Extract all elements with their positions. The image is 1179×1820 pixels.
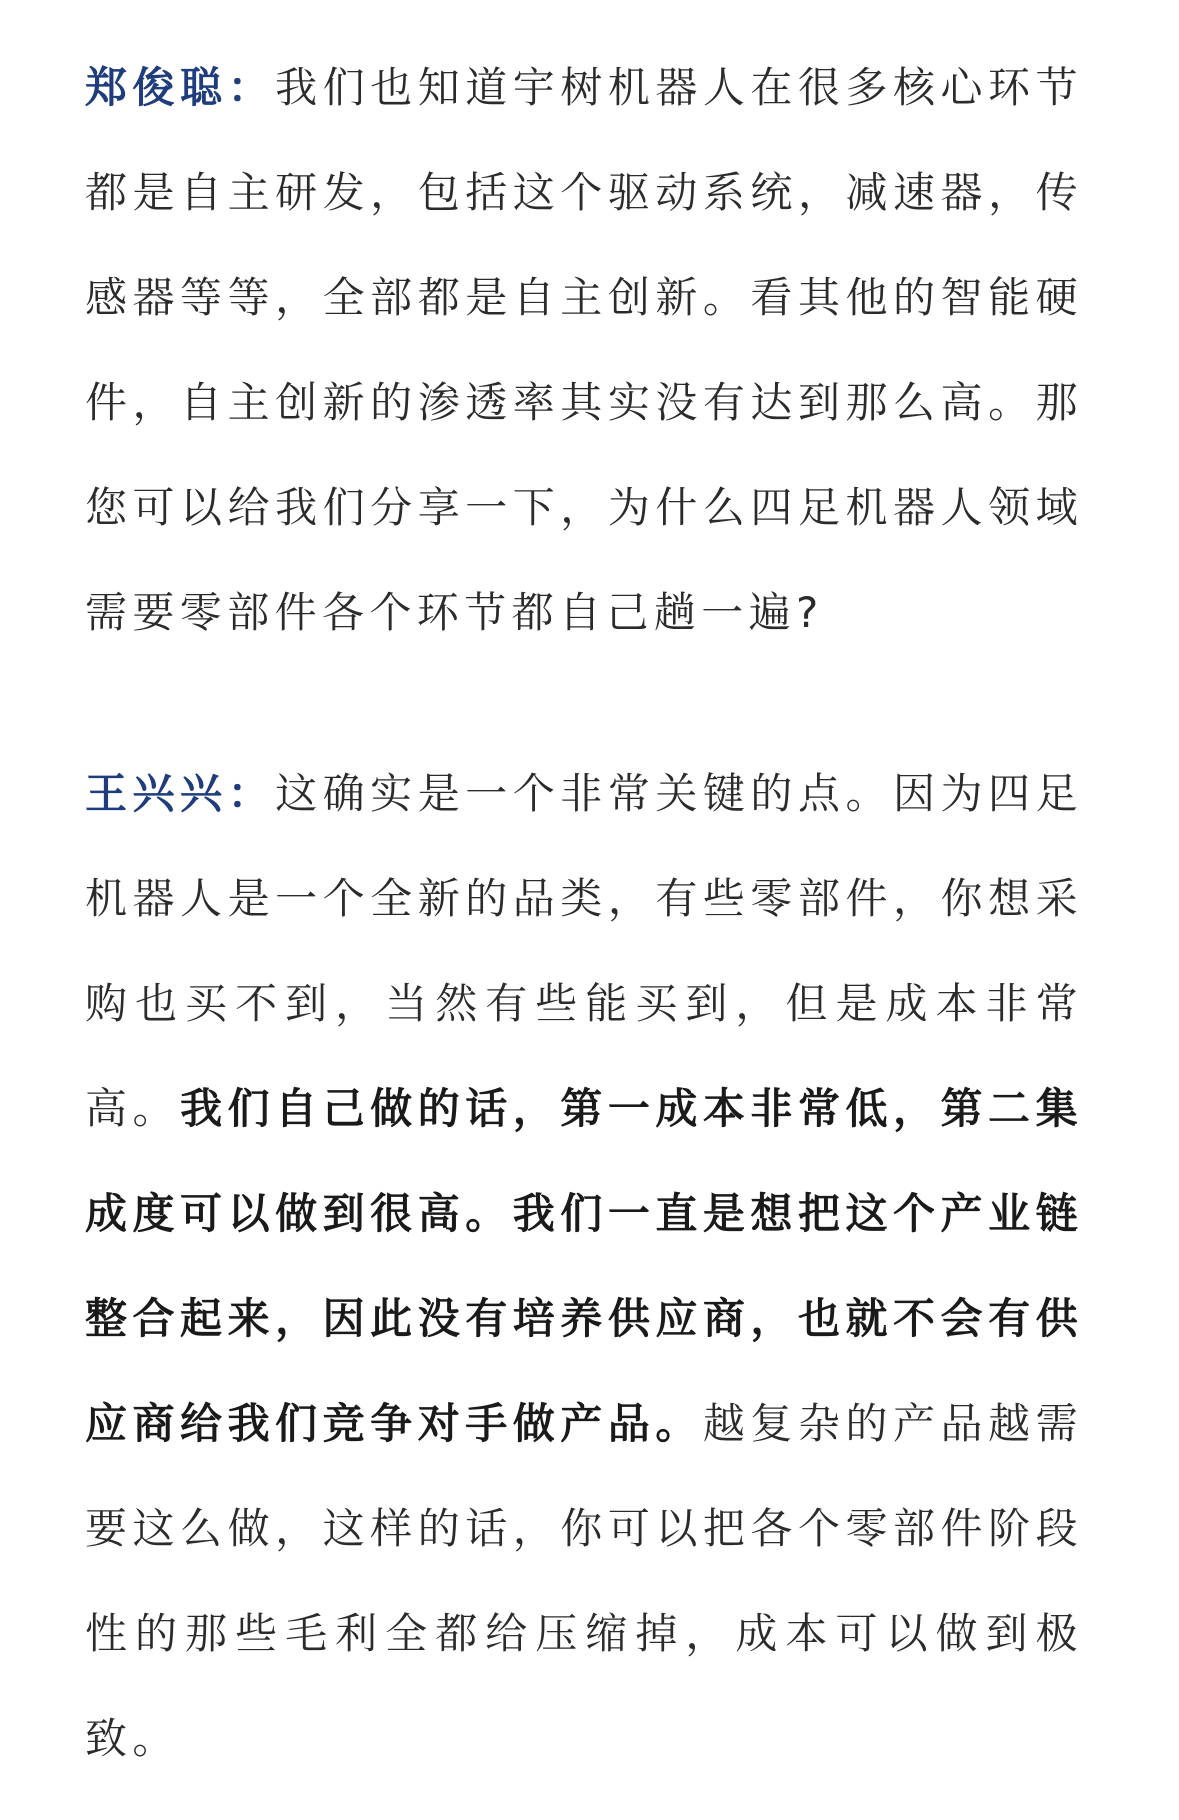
speaker-name: 郑俊聪：: [85, 63, 276, 112]
interview-question-paragraph: [85, 35, 1083, 665]
answer-highlight-text: 我们自己做的话，第一成本非常低，第二集成度可以做到很高。我们一直是想把这个产业链整合起来，因此没有培养供应商，也就不会有供应商给我们竞争对手做产品。: [85, 1084, 1083, 1448]
answer-text: 这确实是一个非常关键的点。因为四足机器人是一个全新的品类，有些零部件，你想采购也买不到，当然有些能买到，但是成本非常高。: [85, 769, 1083, 1133]
answer-text: 越复杂的产品越需要这么做，这样的话，你可以把各个零部件阶段性的那些毛利全都给压缩掉，成本可以做到极致。: [85, 1399, 1083, 1763]
interview-answer-paragraph: [85, 741, 1083, 1791]
question-text: 我们也知道宇树机器人在很多核心环节都是自主研发，包括这个驱动系统，减速器，传感器等等，全部都是自主创新。看其他的智能硬件，自主创新的渗透率其实没有达到那么高。那您可以给我们分享一下，为什么四足机器人领域需要零部件各个环节都自己趟一遍?: [85, 63, 1083, 637]
speaker-name: 王兴兴：: [85, 769, 276, 818]
article-body: [85, 35, 1083, 1791]
